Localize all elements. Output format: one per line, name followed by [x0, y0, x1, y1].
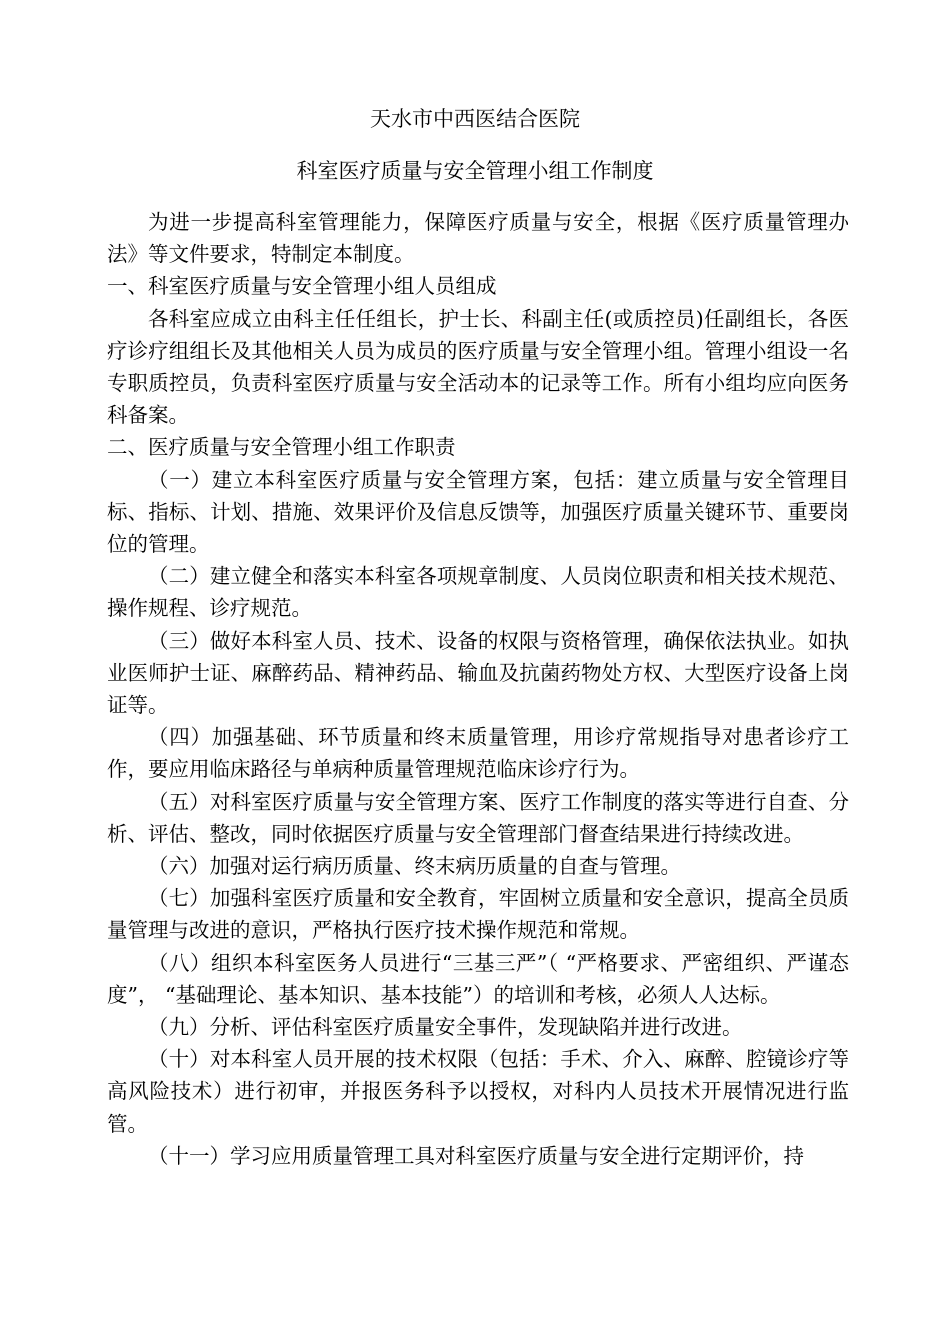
duty-item-4: （四）加强基础、环节质量和终末质量管理，用诊疗常规指导对患者诊疗工作，要应用临床路径与单病种质量管理规范临床诊疗行为。 — [107, 725, 849, 782]
section-heading-1: 一、科室医疗质量与安全管理小组人员组成 — [107, 274, 497, 299]
document-body — [107, 206, 849, 1172]
duty-item-1: （一）建立本科室医疗质量与安全管理方案，包括：建立质量与安全管理目标、指标、计划、措施、效果评价及信息反馈等，加强医疗质量关键环节、重要岗位的管理。 — [107, 467, 849, 557]
duty-item-11: （十一）学习应用质量管理工具对科室医疗质量与安全进行定期评价，持 — [148, 1143, 804, 1168]
section-1-paragraph: 各科室应成立由科主任任组长，护士长、科副主任(或质控员)任副组长，各医疗诊疗组组长及其他相关人员为成员的医疗质量与安全管理小组。管理小组设一名专职质控员，负责科室医疗质量与安全活动本的记录等工作。所有小组均应向医务科备案。 — [107, 306, 849, 428]
duty-item-6: （六）加强对运行病历质量、终末病历质量的自查与管理。 — [148, 854, 681, 879]
duty-item-2: （二）建立健全和落实本科室各项规章制度、人员岗位职责和相关技术规范、操作规程、诊疗规范。 — [107, 564, 849, 621]
section-heading-2: 二、医疗质量与安全管理小组工作职责 — [107, 435, 456, 460]
duty-item-8: （八）组织本科室医务人员进行“三基三严”（ “严格要求、严密组织、严谨态度”， “基础理论、基本知识、基本技能”）的培训和考核，必须人人达标。 — [107, 950, 849, 1007]
hospital-name: 天水市中西医结合医院 — [370, 107, 580, 131]
duty-item-7: （七）加强科室医疗质量和安全教育，牢固树立质量和安全意识，提高全员质量管理与改进的意识，严格执行医疗技术操作规范和常规。 — [107, 886, 849, 943]
duty-item-3: （三）做好本科室人员、技术、设备的权限与资格管理，确保依法执业。如执业医师护士证、麻醉药品、精神药品、输血及抗菌药物处方权、大型医疗设备上岗证等。 — [107, 628, 849, 718]
duty-item-9: （九）分析、评估科室医疗质量安全事件，发现缺陷并进行改进。 — [148, 1015, 743, 1040]
duty-item-5: （五）对科室医疗质量与安全管理方案、医疗工作制度的落实等进行自查、分析、评估、整改，同时依据医疗质量与安全管理部门督查结果进行持续改进。 — [107, 789, 849, 846]
duty-item-10: （十）对本科室人员开展的技术权限（包括：手术、介入、麻醉、腔镜诊疗等高风险技术）进行初审，并报医务科予以授权，对科内人员技术开展情况进行监管。 — [107, 1047, 849, 1136]
document-title: 科室医疗质量与安全管理小组工作制度 — [296, 159, 654, 183]
intro-paragraph: 为进一步提高科室管理能力，保障医疗质量与安全，根据《医疗质量管理办法》等文件要求，特制定本制度。 — [107, 210, 849, 267]
